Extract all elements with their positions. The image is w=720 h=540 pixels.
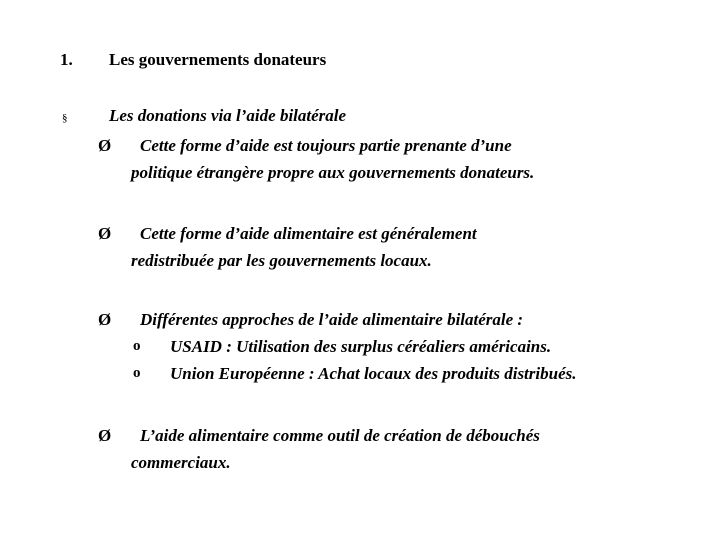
arrow-bullet-icon: Ø (98, 136, 112, 155)
circle-bullet-icon: o (133, 365, 141, 381)
point-1-line-1: Cette forme d’aide est toujours partie prenante d’une (140, 136, 512, 155)
point-2-line-1: Cette forme d’aide alimentaire est généralement (140, 224, 477, 243)
section-title: Les gouvernements donateurs (109, 50, 327, 69)
arrow-bullet-icon: Ø (98, 224, 112, 243)
point-4-line-2: commerciaux. (131, 453, 231, 472)
point-3-line-1: Différentes approches de l’aide alimentaire bilatérale : (140, 310, 524, 329)
point-3-subitem-2: Union Européenne : Achat locaux des produits distribués. (170, 364, 577, 383)
subsection-title: Les donations via l’aide bilatérale (109, 106, 347, 125)
square-bullet-icon: § (62, 112, 68, 124)
point-1-line-2: politique étrangère propre aux gouvernements donateurs. (131, 163, 535, 182)
circle-bullet-icon: o (133, 338, 141, 354)
point-4-line-1: L’aide alimentaire comme outil de création de débouchés (140, 426, 540, 445)
section-number: 1. (60, 50, 73, 69)
point-3-subitem-1: USAID : Utilisation des surplus céréaliers américains. (170, 337, 552, 356)
point-2-line-2: redistribuée par les gouvernements locaux. (131, 251, 432, 270)
arrow-bullet-icon: Ø (98, 426, 112, 445)
arrow-bullet-icon: Ø (98, 310, 112, 329)
